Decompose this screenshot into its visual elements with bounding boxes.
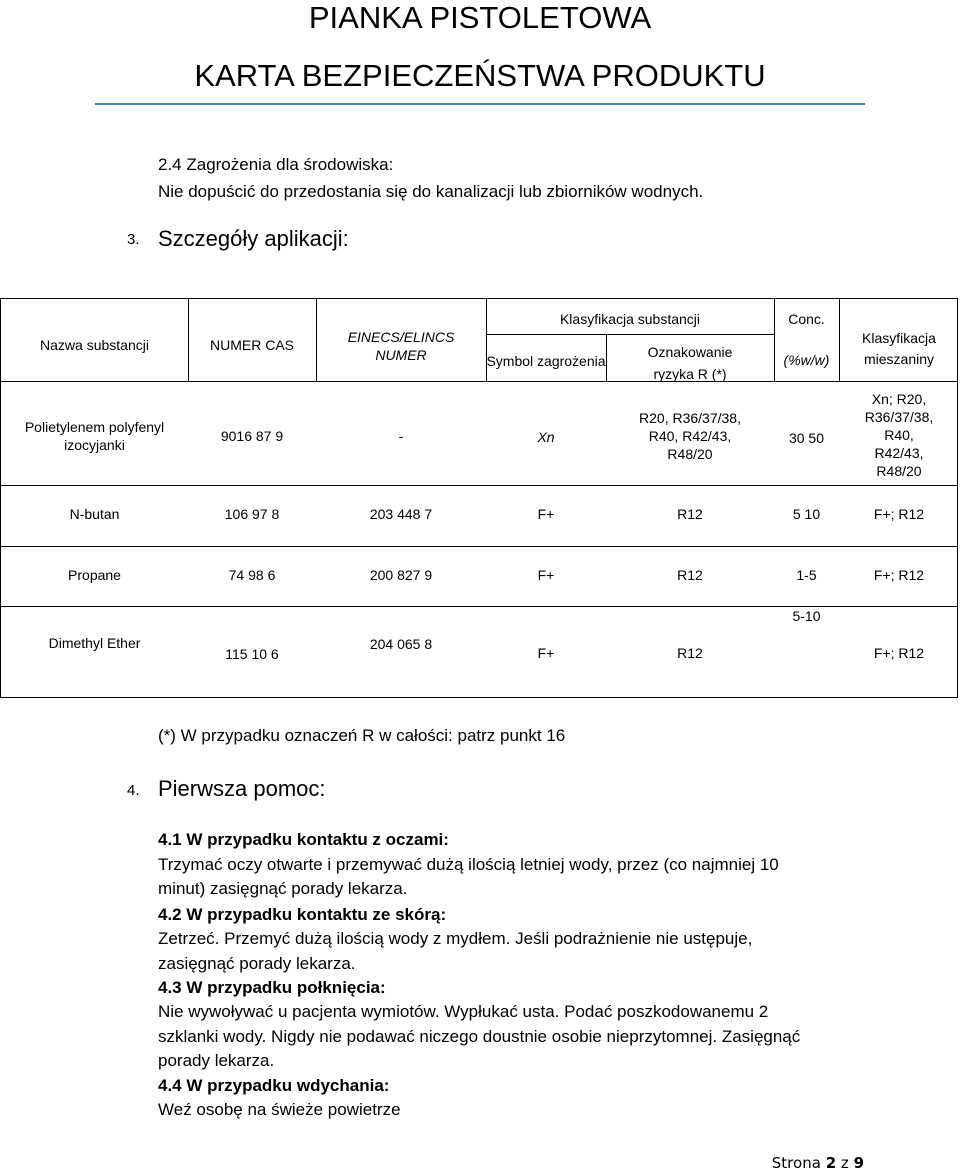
- row4-einecs: 204 065 8: [369, 636, 433, 652]
- row3-conc: 1-5: [796, 567, 817, 583]
- row2-name: N-butan: [69, 506, 120, 522]
- header-einecs: EINECS/ELINCS NUMER: [347, 329, 455, 363]
- row3-einecs: 200 827 9: [369, 567, 433, 583]
- table-row-divider: [1, 381, 957, 382]
- header-classification: Klasyfikacja substancji: [559, 311, 701, 327]
- row3-name: Propane: [68, 567, 121, 583]
- section-4-4-heading: 4.4 W przypadku wdychania:: [158, 1076, 390, 1095]
- substances-table: [0, 298, 958, 698]
- row2-risk: R12: [677, 506, 703, 522]
- row1-einecs: -: [398, 428, 404, 444]
- section-4-3-line: szklanki wody. Nigdy nie podawać niczego doustnie osobie nieprzytomnej. Zasięgnąć: [158, 1027, 801, 1046]
- header-conc-unit: (%w/w): [783, 352, 830, 368]
- row2-symbol: F+: [537, 506, 555, 522]
- section-4-1-heading: 4.1 W przypadku kontaktu z oczami:: [158, 830, 449, 849]
- section-4-3-line: porady lekarza.: [158, 1051, 275, 1070]
- header-mix: Klasyfikacja mieszaniny: [862, 330, 936, 367]
- section-4-2-line: Zetrzeć. Przemyć dużą ilością wody z mydłem. Jeśli podrażnienie nie ustępuje,: [158, 929, 753, 948]
- document-title: PIANKA PISTOLETOWA: [308, 0, 652, 35]
- section-4-number: 4.: [127, 782, 140, 799]
- header-cas: NUMER CAS: [209, 337, 294, 353]
- row2-einecs: 203 448 7: [369, 506, 433, 522]
- row3-symbol: F+: [537, 567, 555, 583]
- row2-cas: 106 97 8: [224, 506, 280, 522]
- header-risk: Oznakowanie ryzyka R (*): [647, 344, 733, 382]
- row4-conc: 5-10: [792, 608, 821, 624]
- section-4-2-line: zasięgnąć porady lekarza.: [158, 954, 356, 973]
- row3-risk: R12: [677, 567, 703, 583]
- header-rule: [95, 103, 865, 105]
- section-2-4-text: Nie dopuścić do przedostania się do kanalizacji lub zbiorników wodnych.: [158, 182, 704, 201]
- row4-name: Dimethyl Ether: [48, 635, 141, 651]
- table-row-divider: [1, 546, 957, 547]
- section-2-4-heading: 2.4 Zagrożenia dla środowiska:: [158, 155, 394, 174]
- row1-symbol: Xn: [537, 429, 555, 445]
- header-name: Nazwa substancji: [40, 337, 149, 353]
- table-row-divider: [1, 485, 957, 486]
- row3-mix: F+; R12: [873, 567, 925, 583]
- row3-cas: 74 98 6: [228, 567, 276, 583]
- section-3-title: Szczegóły aplikacji:: [158, 226, 349, 251]
- header-conc: Conc.: [788, 311, 825, 327]
- row1-name: Polietylenem polyfenyl izocyjanki: [24, 419, 165, 453]
- row1-cas: 9016 87 9: [220, 428, 284, 444]
- row1-mix: Xn; R20, R36/37/38, R40, R42/43, R48/20: [864, 391, 934, 479]
- section-4-4-line: Weź osobę na świeże powietrze: [158, 1100, 401, 1119]
- page-number: Strona 2 z 9: [771, 1154, 864, 1172]
- section-4-1-line: minut) zasięgnąć porady lekarza.: [158, 879, 408, 898]
- section-4-2-heading: 4.2 W przypadku kontaktu ze skórą:: [158, 905, 447, 924]
- section-4-1-line: Trzymać oczy otwarte i przemywać dużą ilością letniej wody, przez (co najmniej 10: [158, 855, 779, 874]
- row2-mix: F+; R12: [873, 506, 925, 522]
- header-symbol: Symbol zagrożenia: [486, 353, 606, 369]
- row4-mix: F+; R12: [873, 645, 925, 661]
- row4-risk: R12: [677, 645, 703, 661]
- section-4-3-heading: 4.3 W przypadku połknięcia:: [158, 978, 386, 997]
- table-footnote: (*) W przypadku oznaczeń R w całości: patrz punkt 16: [158, 726, 566, 745]
- row4-cas: 115 10 6: [225, 646, 279, 662]
- row4-symbol: F+: [537, 645, 555, 661]
- row2-conc: 5 10: [792, 506, 821, 522]
- row1-conc: 30 50: [788, 430, 825, 446]
- section-4-title: Pierwsza pomoc:: [158, 776, 326, 801]
- document-subtitle: KARTA BEZPIECZEŃSTWA PRODUKTU: [194, 58, 766, 93]
- row1-risk: R20, R36/37/38, R40, R42/43, R48/20: [639, 410, 741, 462]
- section-4-3-line: Nie wywoływać u pacjenta wymiotów. Wypłukać usta. Podać poszkodowanemu 2: [158, 1002, 769, 1021]
- table-header-subdivider: [486, 334, 774, 335]
- section-3-number: 3.: [127, 231, 140, 248]
